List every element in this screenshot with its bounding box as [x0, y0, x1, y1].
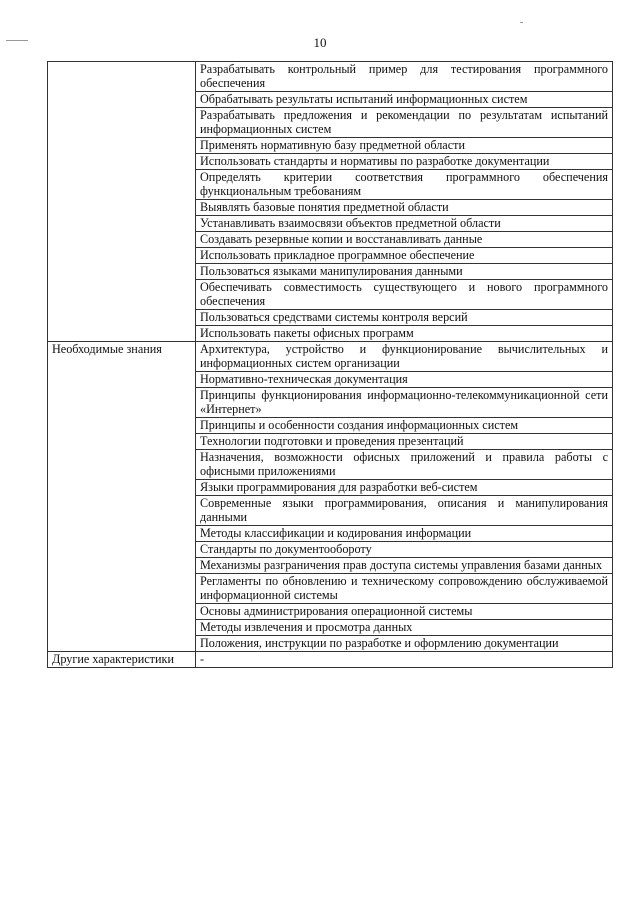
scan-artifact [6, 40, 28, 41]
table-cell-item: - [196, 652, 613, 668]
table-cell-item: Стандарты по документообороту [196, 542, 613, 558]
table-cell-item: Выявлять базовые понятия предметной области [196, 200, 613, 216]
table-cell-item: Основы администрирования операционной системы [196, 604, 613, 620]
section-label: Другие характеристики [48, 652, 196, 668]
table-cell-item: Создавать резервные копии и восстанавливать данные [196, 232, 613, 248]
table-cell-item: Обеспечивать совместимость существующего и нового программного обеспечения [196, 280, 613, 310]
table-cell-item: Разрабатывать предложения и рекомендации по результатам испытаний информационных систем [196, 108, 613, 138]
table-cell-item: Положения, инструкции по разработке и оформлению документации [196, 636, 613, 652]
table-cell-item: Пользоваться языками манипулирования данными [196, 264, 613, 280]
table-cell-item: Методы классификации и кодирования информации [196, 526, 613, 542]
table-cell-item: Методы извлечения и просмотра данных [196, 620, 613, 636]
table-cell-item: Механизмы разграничения прав доступа системы управления базами данных [196, 558, 613, 574]
table-row [48, 342, 613, 372]
scan-artifact [520, 22, 523, 23]
section-label: Необходимые знания [48, 342, 196, 652]
table-cell-item: Языки программирования для разработки веб-систем [196, 480, 613, 496]
table-cell-item: Использовать прикладное программное обеспечение [196, 248, 613, 264]
table-cell-item: Разрабатывать контрольный пример для тестирования программного обеспечения [196, 62, 613, 92]
table-cell-item: Архитектура, устройство и функционирование вычислительных и информационных систем организации [196, 342, 613, 372]
competency-table [47, 61, 613, 668]
section-label [48, 62, 196, 342]
page-number: 10 [313, 35, 327, 50]
table-cell-item: Назначения, возможности офисных приложений и правила работы с офисными приложениями [196, 450, 613, 480]
table-cell-item: Пользоваться средствами системы контроля версий [196, 310, 613, 326]
table-cell-item: Определять критерии соответствия программного обеспечения функциональным требованиям [196, 170, 613, 200]
table-cell-item: Устанавливать взаимосвязи объектов предметной области [196, 216, 613, 232]
table-cell-item: Технологии подготовки и проведения презентаций [196, 434, 613, 450]
table-row [48, 62, 613, 92]
table-cell-item: Нормативно-техническая документация [196, 372, 613, 388]
table-cell-item: Принципы функционирования информационно-телекоммуникационной сети «Интернет» [196, 388, 613, 418]
table-cell-item: Обрабатывать результаты испытаний информационных систем [196, 92, 613, 108]
table-cell-item: Применять нормативную базу предметной области [196, 138, 613, 154]
table-cell-item: Использовать пакеты офисных программ [196, 326, 613, 342]
competency-table-body [48, 62, 613, 668]
table-cell-item: Принципы и особенности создания информационных систем [196, 418, 613, 434]
table-row [48, 652, 613, 668]
table-cell-item: Регламенты по обновлению и техническому сопровождению обслуживаемой информационной системы [196, 574, 613, 604]
table-cell-item: Современные языки программирования, описания и манипулирования данными [196, 496, 613, 526]
table-cell-item: Использовать стандарты и нормативы по разработке документации [196, 154, 613, 170]
